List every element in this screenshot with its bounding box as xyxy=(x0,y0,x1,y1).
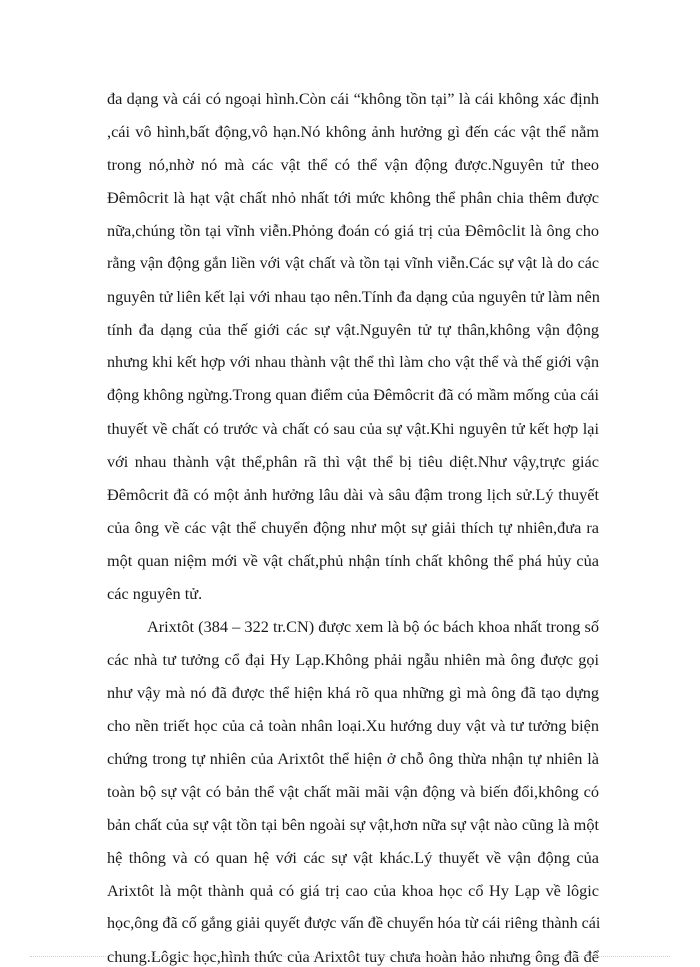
text-line: như vậy mà nó đã được thể hiện khá rõ qua những gì mà ông đã tạo dựng xyxy=(107,683,599,702)
text-line: đa dạng và cái có ngoại hình.Còn cái “không tồn tại” là cái không xác định xyxy=(107,89,599,108)
text-line: Arixtôt là một thành quả có giá trị cao của khoa học cổ Hy Lạp về lôgic xyxy=(107,881,599,900)
text-line: nhưng khi kết hợp với nhau thành vật thể thì làm cho vật thể và thế giới vận xyxy=(107,354,599,371)
text-line: một quan niệm mới về vật chất,phủ nhận tính chất không thể phá hủy của xyxy=(107,551,599,570)
text-line: các nguyên tử. xyxy=(107,584,203,603)
text-line: toàn bộ sự vật có bản thể vật chất mãi mãi vận động và biến đổi,không có xyxy=(107,782,599,801)
paragraph-first-line: Arixtôt (384 – 322 tr.CN) được xem là bộ óc bách khoa nhất trong số xyxy=(147,617,599,636)
page-bottom-divider xyxy=(30,956,670,957)
text-line: ,cái vô hình,bất động,vô hạn.Nó không ảnh hưởng gì đến các vật thể nằm xyxy=(107,122,599,141)
text-line: chứng trong tự nhiên của Arixtôt thể hiện ở chỗ ông thừa nhận tự nhiên là xyxy=(107,749,599,768)
text-line: hệ thông và có quan hệ với các sự vật khác.Lý thuyết về vận động của xyxy=(107,848,599,867)
text-line: với nhau thành vật thể,phân rã thì vật thể bị tiêu diệt.Như vậy,trực giác xyxy=(107,452,599,471)
text-line: Đêmôcrit là hạt vật chất nhỏ nhất tới mức không thể phân chia thêm được xyxy=(107,188,599,207)
text-line: rằng vận động gắn liền với vật chất và tồn tại vĩnh viễn.Các sự vật là do các xyxy=(107,255,599,272)
text-line: học,ông đã cố gắng giải quyết được vấn đề chuyển hóa từ cái riêng thành cái xyxy=(107,915,601,932)
text-line: chung.Lôgic học,hình thức của Arixtôt tuy chưa hoàn hảo nhưng ông đã để xyxy=(107,947,599,966)
text-line: của ông về các vật thể chuyển động như một sự giải thích tự nhiên,đưa ra xyxy=(107,518,599,537)
text-line: nữa,chúng tồn tại vĩnh viễn.Phỏng đoán có giá trị của Đêmôclit là ông cho xyxy=(107,221,599,240)
text-line: động không ngừng.Trong quan điểm của Đêmôcrit đã có mầm mống của cái xyxy=(107,387,599,404)
text-line: Đêmôcrit đã có một ảnh hưởng lâu dài và sâu đậm trong lịch sử.Lý thuyết xyxy=(107,485,599,504)
text-line: nguyên tử liên kết lại với nhau tạo nên.Tính đa dạng của nguyên tử làm nên xyxy=(107,287,600,306)
text-line: trong nó,nhờ nó mà các vật thể có thể vận động được.Nguyên tử theo xyxy=(107,155,599,174)
text-line: các nhà tư tưởng cổ đại Hy Lạp.Không phải ngẫu nhiên mà ông được gọi xyxy=(107,650,599,669)
text-line: bản chất của sự vật tồn tại bên ngoài sự vật,hơn nữa sự vật nào cũng là một xyxy=(107,815,599,834)
text-line: thuyết về chất có trước và chất có sau của sự vật.Khi nguyên tử kết hợp lại xyxy=(107,419,599,438)
text-line: cho nền triết học của cả toàn nhân loại.Xu hướng duy vật và tư tưởng biện xyxy=(107,716,599,735)
text-line: tính đa dạng của thế giới các sự vật.Nguyên tử tự thân,không vận động xyxy=(107,320,599,339)
